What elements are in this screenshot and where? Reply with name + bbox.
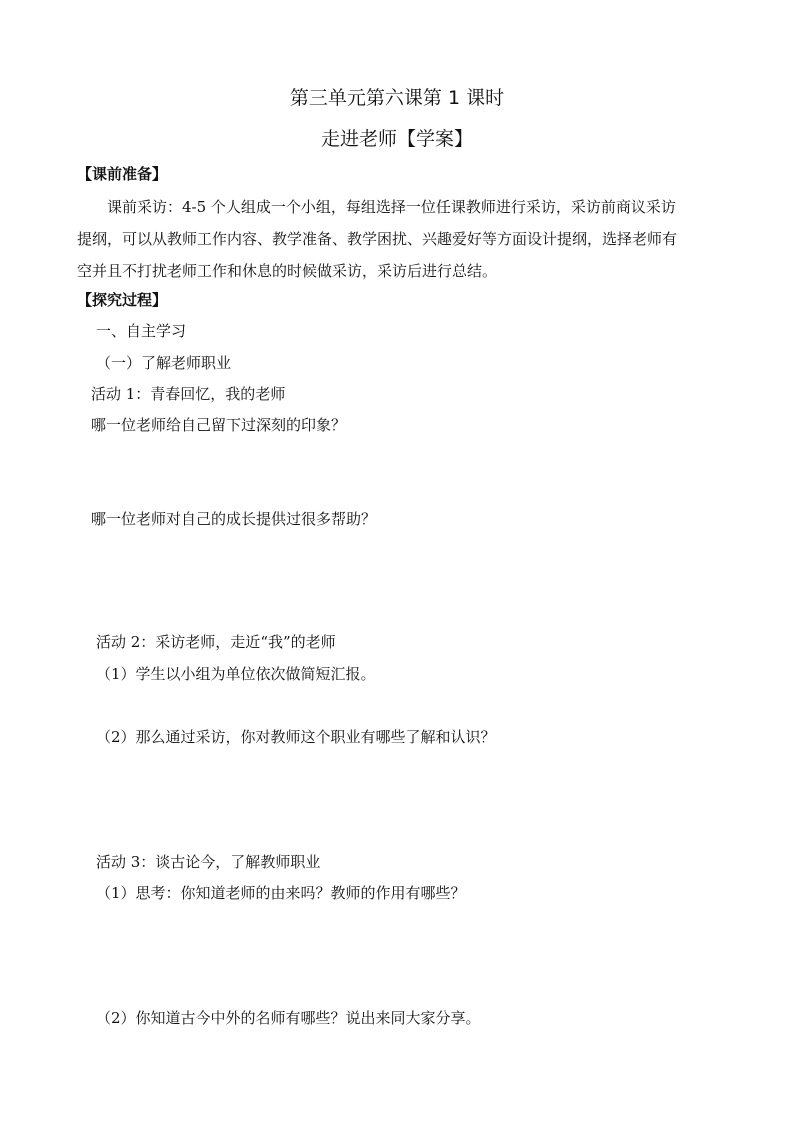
activity-2-heading: 活动 2：采访老师，走近“我”的老师	[96, 633, 336, 651]
prep-text-line-1: 课前采访：4-5 个人组成一个小组，每组选择一位任课教师进行采访，采访前商议采访	[107, 198, 676, 216]
prep-text-line-3: 空并且不打扰老师工作和休息的时候做采访，采访后进行总结。	[77, 262, 498, 280]
explore-heading: 【探究过程】	[77, 291, 168, 309]
activity-1-heading: 活动 1：青春回忆，我的老师	[91, 385, 286, 403]
activity-1-question-1: 哪一位老师给自己留下过深刻的印象？	[91, 416, 347, 434]
activity-3-item-2: （2）你知道古今中外的名师有哪些？说出来同大家分享。	[96, 1009, 481, 1027]
activity-1-question-2: 哪一位老师对自己的成长提供过很多帮助？	[91, 510, 377, 528]
document-title: 第三单元第六课第 1 课时	[289, 87, 505, 109]
subsection-one-heading: （一）了解老师职业	[96, 354, 232, 372]
part-one-heading: 一、自主学习	[96, 322, 187, 340]
activity-2-item-2: （2）那么通过采访，你对教师这个职业有哪些了解和认识？	[96, 728, 496, 746]
activity-3-item-1: （1）思考：你知道老师的由来吗？教师的作用有哪些？	[96, 884, 466, 902]
activity-3-heading: 活动 3：谈古论今，了解教师职业	[96, 853, 321, 871]
document-subtitle: 走进老师【学案】	[320, 128, 473, 150]
activity-2-item-1: （1）学生以小组为单位依次做简短汇报。	[96, 665, 376, 683]
prep-text-line-2: 提纲，可以从教师工作内容、教学准备、教学困扰、兴趣爱好等方面设计提纲，选择老师有	[77, 230, 678, 248]
prep-heading: 【课前准备】	[77, 165, 168, 183]
